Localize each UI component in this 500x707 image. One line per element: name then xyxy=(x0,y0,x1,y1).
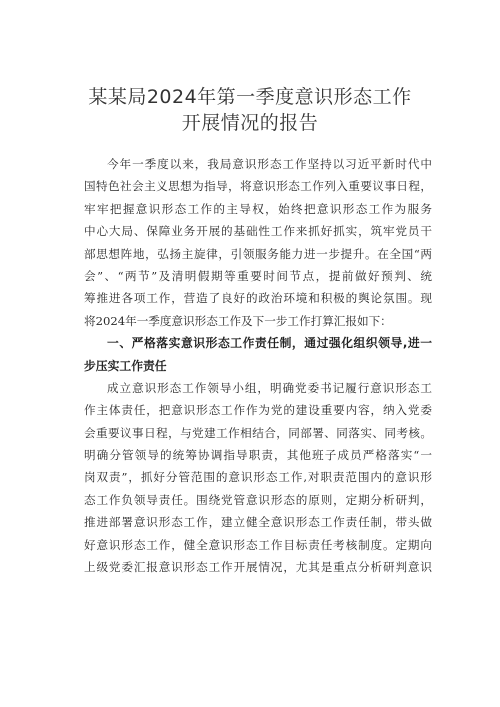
intro-line: 中心大局、保障业务开展的基础性工作来抓好抓实，筑牢党员干 xyxy=(84,224,432,239)
intro-line: 今年一季度以来，我局意识形态工作坚持以习近平新时代中 xyxy=(107,157,432,171)
document-body xyxy=(84,153,432,578)
intro-paragraph xyxy=(84,153,432,332)
section-line: 上级党委汇报意识形态工作开展情况，尤其是重点分析研判意识 xyxy=(84,560,432,575)
section-line: 会重要议事日程，与党建工作相结合，同部署、同落实、同考核。 xyxy=(84,425,432,440)
intro-line: 牢牢把握意识形态工作的主导权，始终把意识形态工作为服务 xyxy=(84,201,432,216)
intro-line: 部思想阵地，弘扬主旋律，引领服务能力进一步提升。在全国“两 xyxy=(84,246,432,261)
section-line: 推进部署意识形态工作，建立健全意识形态工作责任制，带头做 xyxy=(84,515,432,530)
intro-line: 国特色社会主义思想为指导，将意识形态工作列入重要议事日程， xyxy=(84,179,432,194)
section-line: 岗双责”，抓好分管范围的意识形态工作,对职责范围内的意识形 xyxy=(84,470,432,485)
intro-line: 将2024年一季度意识形态工作及下一步工作打算汇报如下： xyxy=(84,313,392,328)
section-heading-line: 一、严格落实意识形态工作责任制，通过强化组织领导,进一 xyxy=(107,336,432,351)
intro-line: 筹推进各项工作，营造了良好的政治环境和积极的舆论氛围。现 xyxy=(84,291,432,306)
section-1-paragraph xyxy=(84,377,432,579)
section-line: 成立意识形态工作领导小组，明确党委书记履行意识形态工 xyxy=(107,380,432,395)
section-heading-line: 步压实工作责任 xyxy=(84,358,167,373)
document-title-line-1: 某某局2024年第一季度意识形态工作 xyxy=(88,86,412,108)
section-line: 明确分管领导的统筹协调指导职责，其他班子成员严格落实“一 xyxy=(84,448,432,463)
document-title-line-2: 开展情况的报告 xyxy=(181,112,319,134)
intro-line: 会”、“两节”及清明假期等重要时间节点，提前做好预判、统 xyxy=(84,268,432,283)
section-line: 好意识形态工作，健全意识形态工作目标责任考核制度。定期向 xyxy=(84,537,432,552)
section-line: 作主体责任，把意识形态工作作为党的建设重要内容，纳入党委 xyxy=(84,403,432,418)
section-heading-1 xyxy=(84,332,432,377)
section-line: 态工作负领导责任。围绕党管意识形态的原则，定期分析研判， xyxy=(84,492,432,507)
